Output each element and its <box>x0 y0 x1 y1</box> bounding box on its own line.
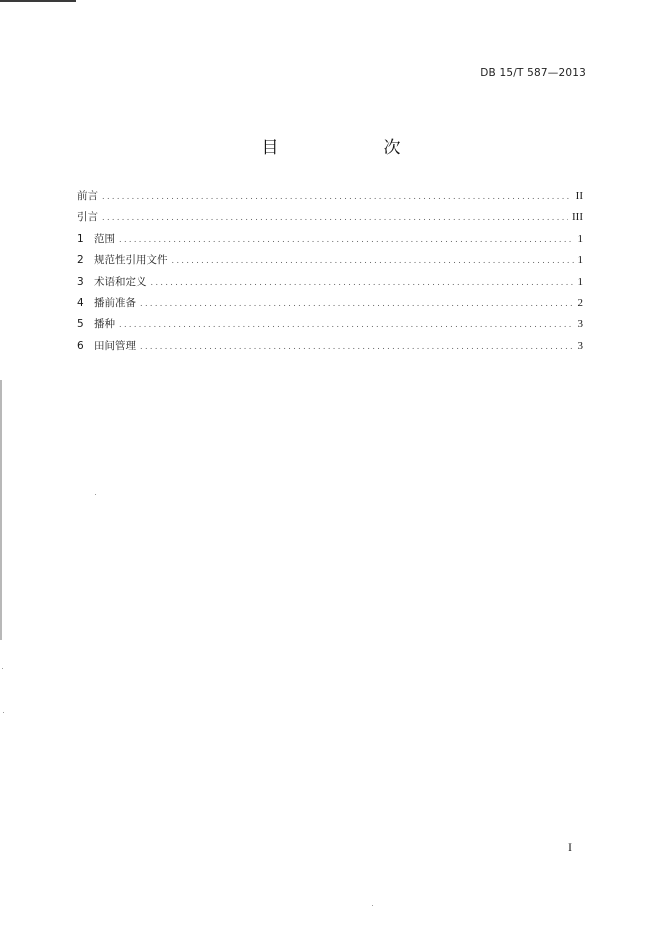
toc-entry-label: 范围 <box>94 232 115 245</box>
toc-entry-label: 规范性引用文件 <box>94 254 168 267</box>
toc-entry-number: 1 <box>77 232 84 245</box>
toc-entry-label: 引言 <box>77 211 98 224</box>
toc-entry-normative-references[interactable] <box>77 250 583 271</box>
toc-leader-dots <box>102 186 572 207</box>
toc-leader-dots <box>119 314 574 335</box>
toc-title: 目 次 <box>261 138 445 158</box>
toc-entry-page: 1 <box>577 275 583 288</box>
toc-entry-field-management[interactable] <box>77 336 583 357</box>
toc-entry-label: 播前准备 <box>94 296 136 309</box>
toc-entry-number: 3 <box>77 275 84 288</box>
toc-entry-page: 1 <box>577 232 583 245</box>
toc-leader-dots <box>140 336 574 357</box>
toc-entry-introduction[interactable] <box>77 207 583 228</box>
toc-entry-foreword[interactable] <box>77 186 583 207</box>
toc-entry-number: 6 <box>77 339 84 352</box>
scan-speck <box>95 494 96 495</box>
toc-entry-page: 3 <box>577 318 583 331</box>
toc-entry-page: 3 <box>577 339 583 352</box>
toc-entry-scope[interactable] <box>77 229 583 250</box>
toc-leader-dots <box>119 229 574 250</box>
scan-speck <box>3 712 4 713</box>
toc-entry-pre-sowing-preparation[interactable] <box>77 293 583 314</box>
toc-entry-number: 4 <box>77 296 84 309</box>
toc-leader-dots <box>151 272 574 293</box>
toc-entry-page: 2 <box>577 296 583 309</box>
toc-entry-label: 播种 <box>94 318 115 331</box>
toc-leader-dots <box>172 250 574 271</box>
toc-entry-number: 2 <box>77 254 84 267</box>
toc-entry-page: III <box>572 211 583 224</box>
toc-entry-page: II <box>575 190 583 202</box>
scan-speck <box>2 668 3 669</box>
toc-leader-dots <box>140 293 574 314</box>
toc-entry-sowing[interactable] <box>77 314 583 335</box>
document-code: DB 15/T 587—2013 <box>480 67 586 79</box>
toc-entry-page: 1 <box>577 254 583 267</box>
toc-entry-label: 术语和定义 <box>94 275 147 288</box>
page-number: I <box>568 840 572 854</box>
toc-entry-label: 田间管理 <box>94 339 136 352</box>
scan-speck <box>372 905 373 906</box>
toc-entry-label: 前言 <box>77 190 98 202</box>
scan-border-mark <box>0 0 76 2</box>
table-of-contents <box>77 186 583 357</box>
toc-entry-terms-definitions[interactable] <box>77 272 583 293</box>
toc-entry-number: 5 <box>77 318 84 331</box>
toc-leader-dots <box>102 207 568 228</box>
scan-edge-shadow <box>0 380 2 640</box>
